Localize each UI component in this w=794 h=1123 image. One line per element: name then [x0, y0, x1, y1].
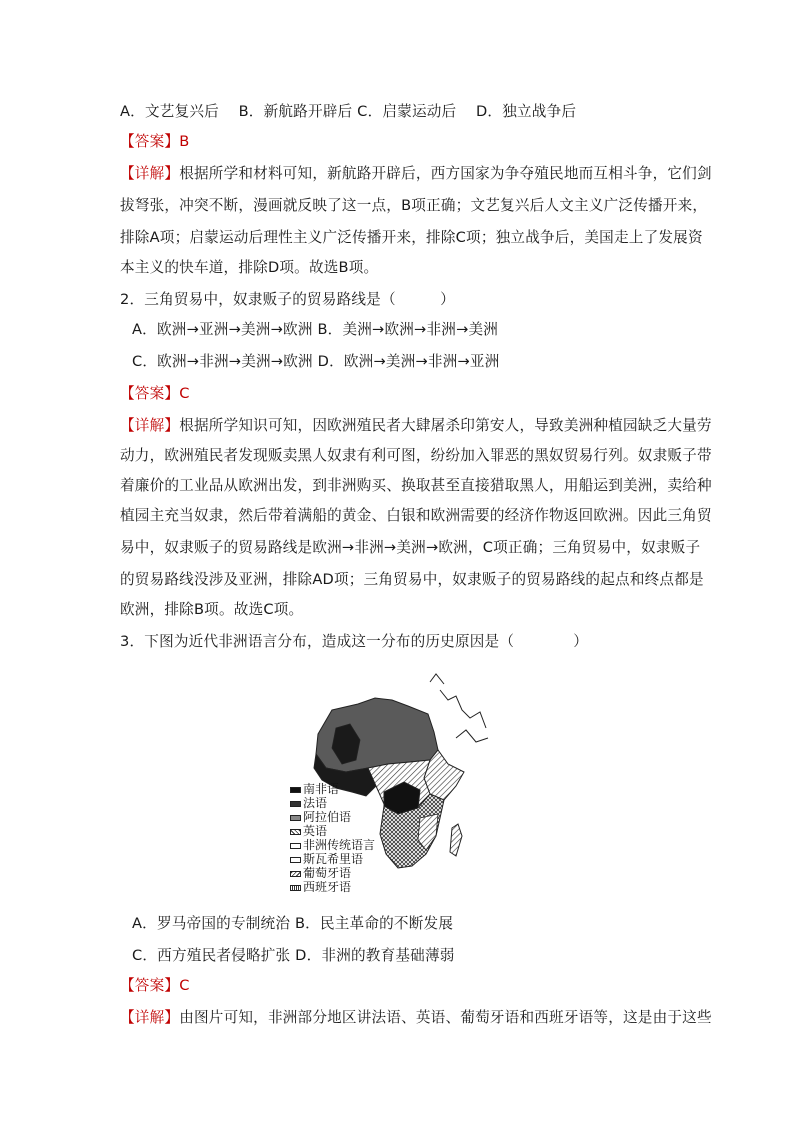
q2-detail-3: 着廉价的工业品从欧洲出发，到非洲购买、换取甚至直接猎取黑人，用船运到美洲，卖给种	[120, 477, 712, 494]
legend-item: 南非语	[290, 782, 339, 796]
swatch-icon	[290, 801, 301, 807]
q2-detail-2: 动力，欧洲殖民者发现贩卖黑人奴隶有利可图，纷纷加入罪恶的黑奴贸易行列。奴隶贩子带	[120, 447, 712, 464]
swatch-icon	[290, 843, 301, 849]
q1-answer	[120, 132, 680, 152]
answer-value: C	[179, 977, 190, 994]
detail-tag: 【详解】	[120, 1009, 180, 1026]
swatch-icon	[290, 829, 301, 835]
q1-options: A．文艺复兴后 B．新航路开辟后 C．启蒙运动后 D．独立战争后	[120, 103, 577, 120]
q1-detail-1: 【详解】根据所学和材料可知，新航路开辟后，西方国家为争夺殖民地而互相斗争，它们剑	[120, 165, 712, 182]
q2-options-1: A．欧洲→亚洲→美洲→欧洲 B．美洲→欧洲→非洲→美洲	[132, 321, 499, 338]
detail-tag: 【详解】	[120, 417, 180, 434]
q3-detail-1: 【详解】由图片可知，非洲部分地区讲法语、英语、葡萄牙语和西班牙语等，这是由于这些	[120, 1009, 712, 1026]
swatch-icon	[290, 815, 301, 821]
legend-item: 阿拉伯语	[290, 810, 351, 824]
legend-item: 斯瓦希里语	[290, 852, 363, 866]
swatch-icon	[290, 857, 301, 863]
q2-detail-7: 欧洲，排除B项。故选C项。	[120, 601, 304, 618]
africa-language-map	[280, 668, 520, 900]
legend-item: 非洲传统语言	[290, 838, 375, 852]
q3-options-1: A．罗马帝国的专制统治 B．民主革命的不断发展	[132, 915, 454, 932]
coastline-asia	[440, 690, 486, 728]
legend-item: 西班牙语	[290, 880, 351, 894]
answer-value: B	[179, 133, 190, 150]
q1-detail-4: 本主义的快车道，排除D项。故选B项。	[120, 259, 379, 276]
q1-detail-3: 排除A项；启蒙运动后理性主义广泛传播开来，排除C项；独立战争后，美国走上了发展资	[120, 229, 703, 246]
legend-item: 法语	[290, 796, 327, 810]
q3-stem: 3．下图为近代非洲语言分布，造成这一分布的历史原因是（ ）	[120, 633, 589, 650]
swatch-icon	[290, 885, 301, 891]
q2-detail-6: 的贸易路线没涉及亚洲，排除AD项；三角贸易中，奴隶贩子的贸易路线的起点和终点都是	[120, 571, 704, 588]
detail-tag: 【详解】	[120, 165, 180, 182]
region-madagascar	[450, 824, 462, 856]
q2-detail-5: 易中，奴隶贩子的贸易路线是欧洲→非洲→美洲→欧洲，C项正确；三角贸易中，奴隶贩子	[120, 539, 701, 556]
q1-detail-2: 拔弩张，冲突不断，漫画就反映了这一点，B项正确；文艺复兴后人文主义广泛传播开来，	[120, 197, 708, 214]
q2-options-2: C．欧洲→非洲→美洲→欧洲 D．欧洲→美洲→非洲→亚洲	[132, 353, 500, 370]
q2-detail-4: 植园主充当奴隶，然后带着满船的黄金、白银和欧洲需要的经济作物返回欧洲。因此三角贸	[120, 507, 712, 524]
legend-item: 英语	[290, 824, 327, 838]
legend-item: 葡萄牙语	[290, 866, 351, 880]
q2-answer	[120, 384, 680, 404]
answer-value: C	[179, 385, 190, 402]
answer-tag: 【答案】	[120, 977, 180, 994]
q3-answer	[120, 976, 680, 996]
swatch-icon	[290, 787, 301, 793]
q2-detail-1: 【详解】根据所学知识可知，因欧洲殖民者大肆屠杀印第安人，导致美洲种植园缺乏大量劳	[120, 417, 712, 434]
answer-tag: 【答案】	[120, 385, 180, 402]
q3-options-2: C．西方殖民者侵略扩张 D．非洲的教育基础薄弱	[132, 947, 455, 964]
q2-stem: 2．三角贸易中，奴隶贩子的贸易路线是（ ）	[120, 291, 455, 308]
answer-tag: 【答案】	[120, 133, 180, 150]
swatch-icon	[290, 871, 301, 877]
